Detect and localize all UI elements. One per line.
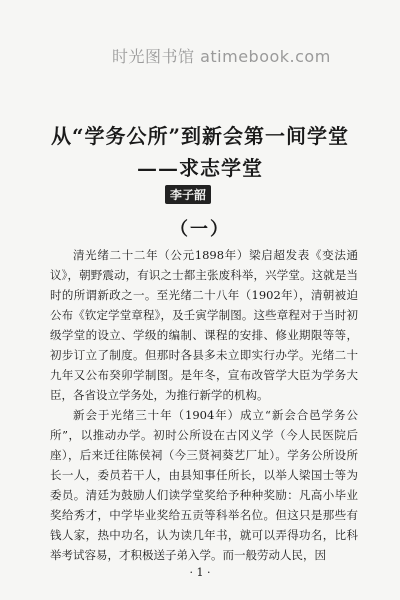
paragraph: 清光绪二十二年（公元1898年）梁启超发表《变法通议》，朝野震动，有识之士都主张废科举，兴学堂。这就是当时的所谓新政之一。至光绪二十八年（1902年），清朝被迫公布《钦定学堂章程》，及壬寅学制图。这些章程对于当时初级学堂的设立、学级的编制、课程的安排、修业期限等等，初步订立了制度。但那时各县多未立即实行办学。光绪二十九年又公布癸卯学制图。是年冬，宣布改管学大臣为学务大臣，各省设立学务处，为推行新学的机构。 bbox=[50, 248, 358, 402]
watermark: 时光图书馆 atimebook.com bbox=[112, 47, 331, 66]
article-title: 从“学务公所”到新会第一间学堂 bbox=[50, 124, 349, 148]
page-number: · 1 · bbox=[189, 566, 211, 579]
author-name: 李子韶 bbox=[165, 185, 211, 204]
article-subtitle: ——求志学堂 bbox=[137, 156, 263, 180]
paragraph: 新会于光绪三十年（1904年）成立“新会合邑学务公所”，以推动办学。初时公所设在古冈义学（今人民医院后座），后来迁往陈侯祠（今三贤祠葵艺厂址）。学务公所设所长一人，委员若干人，由县知事任所长，以举人梁国士等为委员。清廷为鼓励人们读学堂奖给予种种奖励：凡高小毕业奖给秀才，中学毕业奖给五贡等科举名位。但这只是那些有钱人家，热中功名，认为读几年书，就可以弄得功名，比科举考试容易，才积极送子弟入学。而一般劳动人民，因 bbox=[50, 408, 358, 562]
article-body bbox=[50, 245, 358, 565]
section-heading: （一） bbox=[170, 219, 230, 240]
